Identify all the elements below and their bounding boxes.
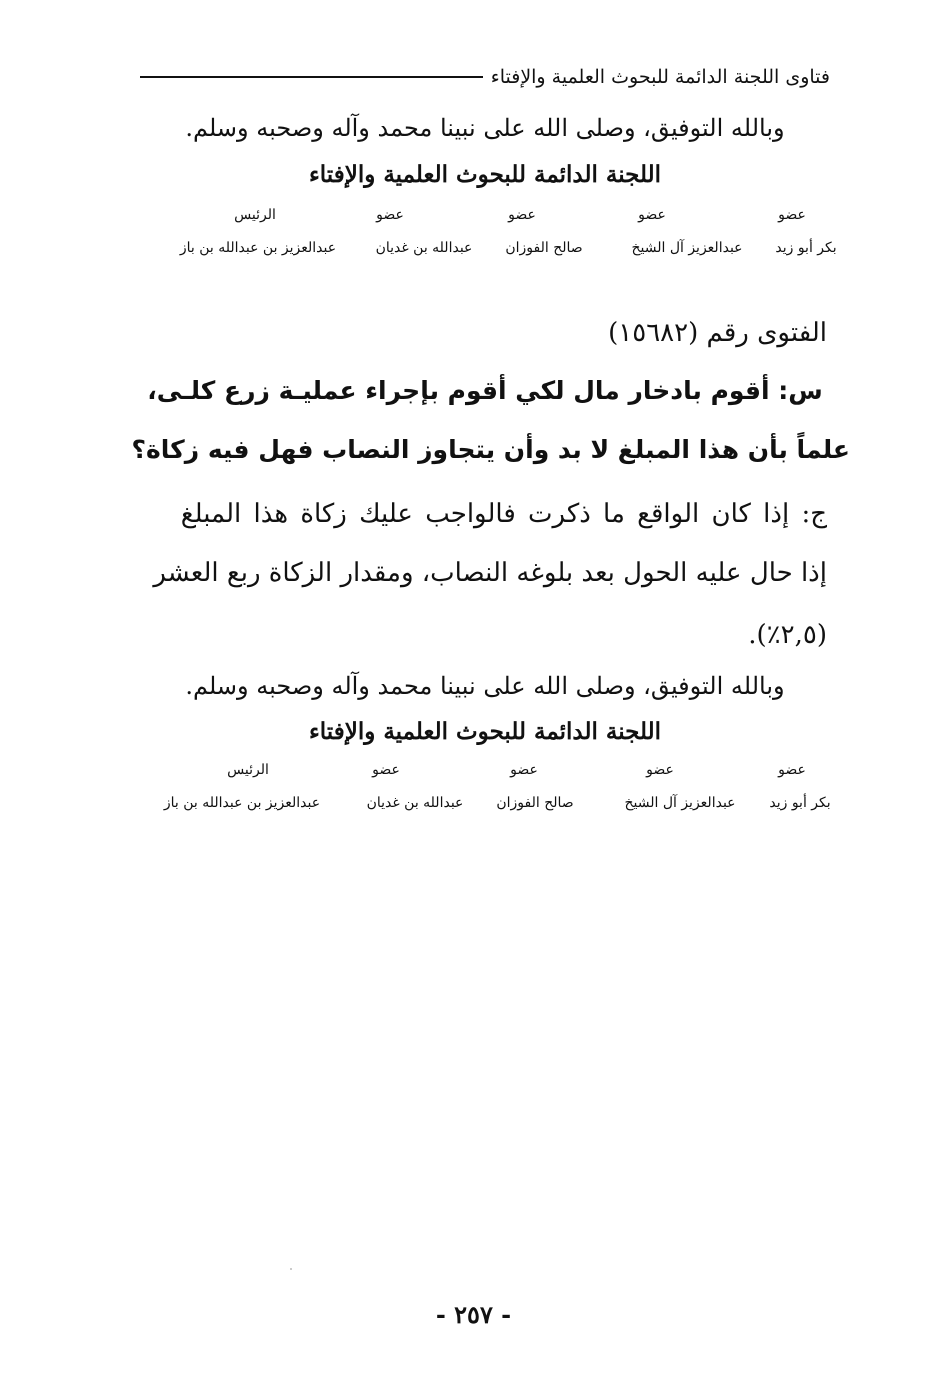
header-rule — [140, 76, 483, 78]
signatory-name: عبدالعزيز بن عبدالله بن باز — [163, 795, 321, 811]
role-label: عضو — [646, 762, 674, 778]
committee-name-1: اللجنة الدائمة للبحوث العلمية والإفتاء — [308, 161, 662, 188]
role-label: الرئيس — [234, 207, 276, 223]
answer-line-3: (٢,٥٪). — [748, 620, 827, 650]
signatory-name: عبدالعزيز آل الشيخ — [624, 795, 736, 811]
signatory-name: عبدالعزيز آل الشيخ — [631, 240, 743, 256]
role-label: عضو — [376, 207, 404, 223]
role-label: عضو — [778, 207, 806, 223]
role-label: عضو — [510, 762, 538, 778]
signatory-name: عبدالله بن غديان — [375, 240, 473, 256]
header-title: فتاوى اللجنة الدائمة للبحوث العلمية والإفتاء — [490, 66, 830, 88]
question-line-2: علماً بأن هذا المبلغ لا بد وأن يتجاوز النصاب فهل فيه زكاة؟ — [131, 435, 850, 464]
signature-roles-1 — [150, 207, 840, 227]
page-number: - ٢٥٧ - — [435, 1300, 512, 1329]
signature-names-2 — [150, 795, 840, 815]
answer-line-1: ج: إذا كان الواقع ما ذكرت فالواجب عليك زكاة هذا المبلغ — [180, 499, 827, 529]
role-label: عضو — [638, 207, 666, 223]
scan-speck — [290, 1268, 292, 1270]
role-label: عضو — [508, 207, 536, 223]
signature-names-1 — [150, 240, 840, 260]
signatory-name: بكر أبو زيد — [769, 795, 831, 811]
signatory-name: عبدالله بن غديان — [366, 795, 464, 811]
signatory-name: بكر أبو زيد — [775, 240, 837, 256]
running-header — [140, 62, 830, 92]
question-line-1: س: أقوم بادخار مال لكي أقوم بإجراء عمليـة زرع كلـى، — [147, 376, 823, 405]
signatory-name: صالح الفوزان — [505, 240, 583, 256]
signatory-name: صالح الفوزان — [496, 795, 574, 811]
role-label: عضو — [372, 762, 400, 778]
signatory-name: عبدالعزيز بن عبدالله بن باز — [179, 240, 337, 256]
closing-prayer-1: وبالله التوفيق، وصلى الله على نبينا محمد وآله وصحبه وسلم. — [185, 114, 785, 142]
role-label: الرئيس — [227, 762, 269, 778]
answer-line-2: إذا حال عليه الحول بعد بلوغه النصاب، ومقدار الزكاة ربع العشر — [153, 558, 827, 588]
fatwa-number: الفتوى رقم (١٥٦٨٢) — [608, 318, 827, 348]
signature-roles-2 — [150, 762, 840, 782]
committee-name-2: اللجنة الدائمة للبحوث العلمية والإفتاء — [308, 718, 662, 745]
role-label: عضو — [778, 762, 806, 778]
closing-prayer-2: وبالله التوفيق، وصلى الله على نبينا محمد وآله وصحبه وسلم. — [185, 672, 785, 700]
